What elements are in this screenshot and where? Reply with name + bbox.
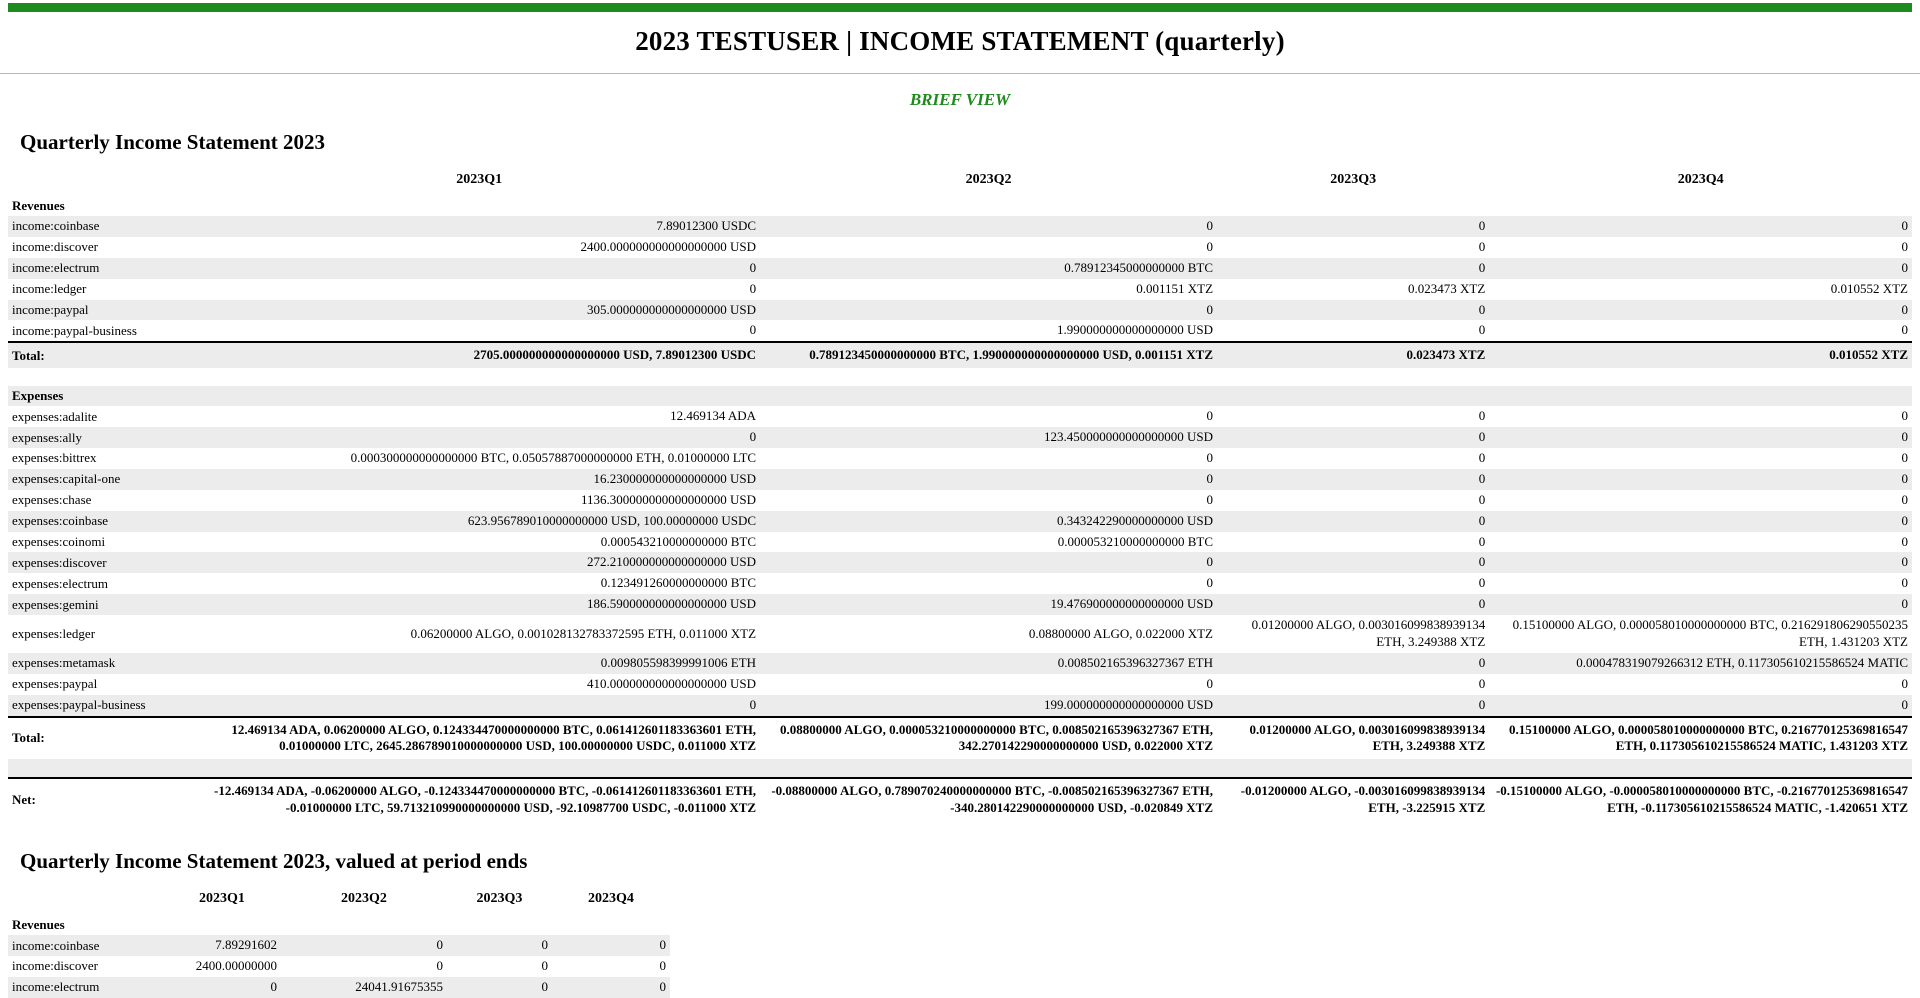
amount-cell: 0 [1478,301,1486,317]
amount-cell: -0.08800000 ALGO, 0.789070240000000000 BTC, -0.008502165396327367 ETH, -340.280142290000000000 USD, -0.020849 XTZ [760,778,1217,821]
table-row [8,674,1912,695]
amount-cell: 1.990000000000000000 USD [1057,322,1214,338]
page-title: 2023 TESTUSER | INCOME STATEMENT (quarterly) [635,26,1285,56]
amount-cell: 0 [749,259,757,275]
column-header-row [8,886,670,915]
amount-cell: 0 [1206,450,1214,466]
table-row [8,511,1912,532]
table-row [8,573,1912,594]
amount-cell: 0 [1901,429,1908,445]
amount-cell [281,915,447,935]
amount-cell [1217,196,1489,216]
amount-cell [163,915,281,935]
table-row [8,300,1912,321]
account-label: expenses:paypal-business [12,697,146,713]
section-label: Expenses [12,388,64,404]
amount-cell: 0.08800000 ALGO, 0.000053210000000000 BTC, 0.008502165396327367 ETH, 342.270142290000000000 USD, 0.022000 XTZ [760,717,1217,760]
amount-cell: 0 [1478,238,1486,254]
amount-cell: 0 [1478,596,1486,612]
amount-cell [198,196,760,216]
view-mode-label: BRIEF VIEW [909,90,1011,109]
table-row [8,935,670,956]
amount-cell: 0 [1901,675,1908,691]
table-row [8,490,1912,511]
amount-cell: 1136.300000000000000000 USD [581,491,757,507]
account-label [8,759,198,778]
column-header: 2023Q4 [588,891,634,907]
column-header: 2023Q3 [1330,172,1377,187]
amount-cell: 0 [1478,408,1486,424]
table-row [8,406,1912,427]
amount-cell [1489,368,1912,386]
amount-cell [1217,759,1489,778]
top-green-bar [8,3,1912,12]
amount-cell [1217,368,1489,386]
amount-cell: 2400.000000000000000000 USD [580,238,757,254]
amount-cell: 0.023473 XTZ [1217,342,1489,368]
amount-cell: 0 [1478,575,1486,591]
amount-cell: 0 [659,958,666,974]
amount-cell: 24041.91675355 [355,978,443,994]
amount-cell: 0.008502165396327367 ETH [1057,654,1214,670]
amount-cell: 0 [1901,596,1908,612]
amount-cell: 0 [1478,654,1486,670]
table-row [8,532,1912,553]
column-header: 2023Q2 [341,891,387,907]
amount-cell: 0 [1478,259,1486,275]
account-label: Total: [8,717,198,760]
amount-cell: 7.89291602 [215,937,277,953]
table-header-row [8,886,670,915]
amount-cell [760,196,1217,216]
amount-cell [552,915,670,935]
account-label: income:discover [12,239,98,255]
amount-cell: 0.001151 XTZ [1136,280,1214,296]
account-label: income:paypal-business [12,322,137,338]
account-label: expenses:ledger [12,626,96,642]
account-label: expenses:metamask [12,655,116,671]
amount-cell: 0.123491260000000000 BTC [600,575,757,591]
amount-cell: 0 [1478,696,1486,712]
amount-cell: -0.01200000 ALGO, -0.003016099838939134 ETH, -3.225915 XTZ [1217,778,1489,821]
amount-cell: 0 [1901,575,1908,591]
amount-cell: 0.000543210000000000 BTC [600,533,757,549]
total-row [8,342,1912,368]
amount-cell: 0 [1478,470,1486,486]
amount-cell: 0.15100000 ALGO, 0.000058010000000000 BTC, 0.216770125369816547 ETH, 0.117305610215586524 MATIC, 1.431203 XTZ [1489,717,1912,760]
amount-cell [198,368,760,386]
amount-cell: 623.956789010000000000 USD, 100.00000000 USDC [467,512,757,528]
account-label: income:electrum [12,979,100,995]
amount-cell: 0 [1206,470,1214,486]
section-label: Revenues [12,917,65,933]
table-row [8,653,1912,674]
blank-header-cell [8,167,198,196]
account-label: expenses:capital-one [12,471,121,487]
amount-cell: 0 [270,978,277,994]
amount-cell: 0 [659,937,666,953]
amount-cell [760,368,1217,386]
amount-cell: -0.15100000 ALGO, -0.000058010000000000 BTC, -0.216770125369816547 ETH, -0.117305610215586524 MATIC, -1.420651 XTZ [1489,778,1912,821]
statement-heading: Quarterly Income Statement 2023 [20,130,326,154]
amount-cell: 0.023473 XTZ [1408,280,1486,296]
amount-cell: 12.469134 ADA, 0.06200000 ALGO, 0.124334470000000000 BTC, 0.061412601183363601 ETH, 0.01000000 LTC, 2645.286789010000000000 USD, 100.00000000 USDC, 0.011000 XTZ [198,717,760,760]
amount-cell: 0 [1901,322,1908,338]
column-header: 2023Q1 [456,172,503,187]
income-statement-table [8,167,1912,821]
account-label: expenses:coinbase [12,513,109,529]
account-label: expenses:gemini [12,596,99,612]
divider [0,73,1920,74]
account-label: expenses:adalite [12,408,98,424]
amount-cell [760,386,1217,406]
amount-cell: 0 [436,937,443,953]
amount-cell: 0 [436,958,443,974]
amount-cell: 0.78912345000000000 BTC [1064,259,1214,275]
table-row [8,320,1912,342]
amount-cell: 0.06200000 ALGO, 0.001028132783372595 ETH, 0.011000 XTZ [410,625,757,641]
account-label: expenses:electrum [12,575,109,591]
amount-cell: 0 [1206,218,1214,233]
amount-cell: 0 [541,937,548,953]
amount-cell: 0 [541,958,548,974]
amount-cell: 0.010552 XTZ [1489,342,1912,368]
account-label: expenses:discover [12,554,107,570]
amount-cell: 199.000000000000000000 USD [1044,696,1214,712]
table-row [8,552,1912,573]
account-label: income:electrum [12,260,100,276]
section-row [8,386,1912,406]
amount-cell: 12.469134 ADA [670,408,757,424]
amount-cell: 0 [1478,533,1486,549]
total-row [8,717,1912,760]
net-row [8,778,1912,821]
amount-cell: 186.590000000000000000 USD [587,596,757,612]
table-row [8,448,1912,469]
amount-cell: 0.010552 XTZ [1830,280,1908,296]
table-row [8,237,1912,258]
amount-cell: 0 [1901,554,1908,570]
amount-cell: 0 [1206,238,1214,254]
account-label: income:coinbase [12,937,100,953]
amount-cell: 0.01200000 ALGO, 0.003016099838939134 ETH, 3.249388 XTZ [1217,717,1489,760]
amount-cell: 0.009805598399991006 ETH [600,654,757,670]
valued-statement-table [8,886,670,998]
account-label: income:paypal [12,302,89,317]
account-label: Total: [8,342,198,368]
amount-cell: 0.08800000 ALGO, 0.022000 XTZ [1028,625,1214,641]
account-label: Net: [8,778,198,821]
column-header: 2023Q4 [1677,172,1724,187]
amount-cell: 0 [1206,301,1214,317]
amount-cell [198,759,760,778]
table-row [8,695,1912,717]
table-row [8,469,1912,490]
amount-cell: 0 [1206,675,1214,691]
amount-cell: 0 [1901,450,1908,466]
spacer-row [8,759,1912,778]
table-row [8,427,1912,448]
amount-cell: 0 [749,322,757,338]
amount-cell: 0 [1478,512,1486,528]
amount-cell: 123.450000000000000000 USD [1044,429,1214,445]
account-label: income:discover [12,958,98,974]
amount-cell: 0 [1478,554,1486,570]
amount-cell: 2705.000000000000000000 USD, 7.89012300 USDC [198,342,760,368]
amount-cell: 0 [1206,554,1214,570]
account-label: expenses:coinomi [12,534,106,550]
amount-cell: 0.000300000000000000 BTC, 0.05057887000000000 ETH, 0.01000000 LTC [350,450,757,466]
amount-cell [198,386,760,406]
column-header: 2023Q3 [476,891,523,907]
blank-header-cell [8,886,163,915]
amount-cell: 0 [1901,470,1908,486]
amount-cell: -12.469134 ADA, -0.06200000 ALGO, -0.124334470000000000 BTC, -0.061412601183363601 ETH, -0.01000000 LTC, 59.713210990000000000 USD, -92.10987700 USDC, -0.011000 XTZ [198,778,760,821]
amount-cell [1489,759,1912,778]
table-row [8,594,1912,615]
amount-cell [1489,386,1912,406]
account-label: expenses:chase [12,492,92,508]
table-row [8,279,1912,300]
amount-cell [1489,196,1912,216]
amount-cell: 0 [749,429,757,445]
amount-cell: 0.000478319079266312 ETH, 0.117305610215586524 MATIC [1576,654,1908,670]
amount-cell: 0 [541,978,548,994]
amount-cell: 0 [1901,218,1908,233]
table-row [8,615,1912,653]
amount-cell: 16.230000000000000000 USD [593,470,757,486]
section-row [8,196,1912,216]
amount-cell: 0 [749,696,757,712]
account-label: expenses:ally [12,429,83,445]
amount-cell: 305.000000000000000000 USD [587,301,757,317]
account-label: income:ledger [12,281,87,297]
column-header: 2023Q1 [199,891,245,907]
amount-cell [447,915,552,935]
amount-cell: 0 [659,978,666,994]
spacer-row [8,368,1912,386]
amount-cell: 410.000000000000000000 USD [587,675,757,691]
table-header-row [8,167,1912,196]
amount-cell: 0 [1478,675,1486,691]
amount-cell [760,759,1217,778]
account-label: expenses:paypal [12,676,98,692]
amount-cell: 0.789123450000000000 BTC, 1.990000000000000000 USD, 0.001151 XTZ [760,342,1217,368]
amount-cell: 19.476900000000000000 USD [1050,596,1214,612]
amount-cell: 0 [1901,408,1908,424]
amount-cell: 0 [1901,238,1908,254]
amount-cell: 0 [1901,301,1908,317]
account-label: income:coinbase [12,218,100,234]
amount-cell: 0 [1206,575,1214,591]
valued-statement-heading: Quarterly Income Statement 2023, valued at period ends [20,849,528,874]
amount-cell: 7.89012300 USDC [656,218,757,233]
amount-cell: 0 [1478,429,1486,445]
table-row [8,977,670,998]
amount-cell: 0 [1478,450,1486,466]
amount-cell: 0 [1901,259,1908,275]
amount-cell: 0 [1206,491,1214,507]
amount-cell: 0 [1901,512,1908,528]
amount-cell: 0 [1478,491,1486,507]
amount-cell [1217,386,1489,406]
account-label: expenses:bittrex [12,450,97,466]
account-label [8,368,198,386]
amount-cell: 0.000053210000000000 BTC [1057,533,1214,549]
amount-cell: 2400.00000000 [195,958,277,974]
amount-cell: 0 [749,280,757,296]
table-row [8,956,670,977]
section-row [8,915,670,935]
table-row [8,258,1912,279]
amount-cell: 0 [1901,533,1908,549]
column-header: 2023Q2 [965,172,1012,187]
amount-cell: 0 [1901,491,1908,507]
amount-cell: 0.15100000 ALGO, 0.000058010000000000 BTC, 0.216291806290550235 ETH, 1.431203 XTZ [1512,617,1908,650]
column-header-row [8,167,1912,196]
amount-cell: 0.343242290000000000 USD [1057,512,1214,528]
amount-cell: 0 [1901,696,1908,712]
amount-cell: 0.01200000 ALGO, 0.003016099838939134 ETH, 3.249388 XTZ [1251,617,1486,650]
amount-cell: 0 [1206,408,1214,424]
amount-cell: 0 [1478,322,1486,338]
table-row [8,216,1912,237]
amount-cell: 272.210000000000000000 USD [587,554,757,570]
amount-cell: 0 [1478,218,1486,233]
section-label: Revenues [12,198,65,213]
